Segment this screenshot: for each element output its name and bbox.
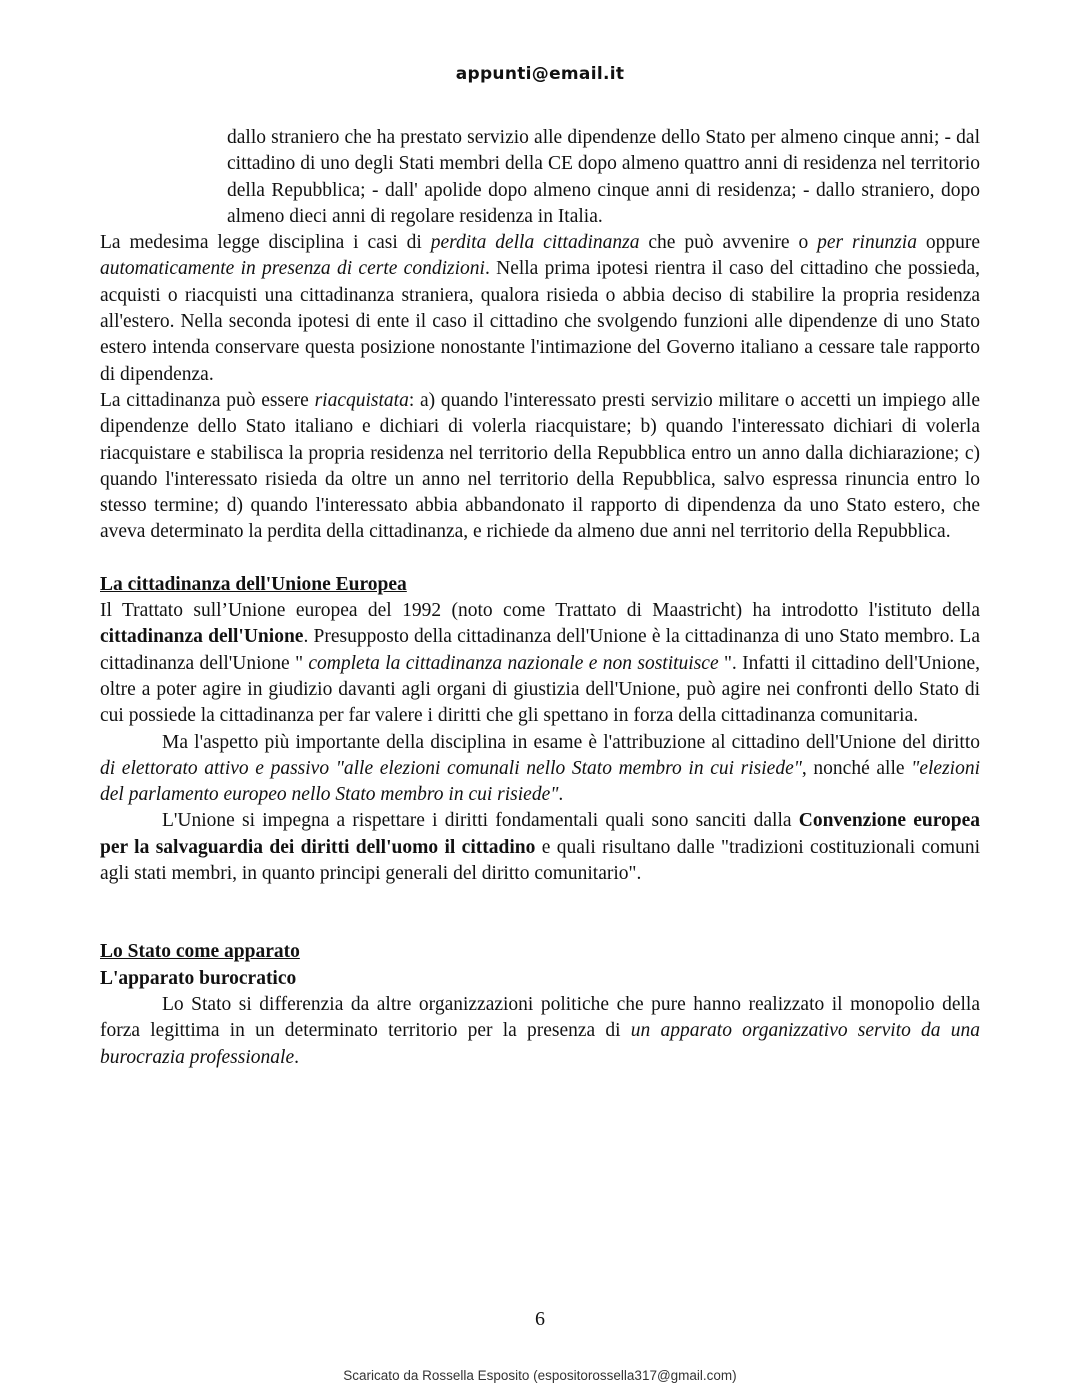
bold-run: Convenzione europea per la salvaguardia dei diritti dell'uomo il cittadino <box>100 810 980 858</box>
italic-run: di elettorato attivo e passivo "alle elezioni comunali nello Stato membro in cui risiede" <box>100 757 802 779</box>
riacquisto-paragraph <box>100 388 980 546</box>
spacer <box>100 546 980 572</box>
text-run: : a) quando l'interessato presti servizio militare o accetti un impiego alle dipendenze dello Stato italiano e dichiari di volerla riacquistare; b) quando l'interessato dichiari di volerla riacquistare e stabilisca la propria residenza nel territorio della Repubblica entro un anno dalla dichiarazione; c) quando l'interessato risieda da oltre un anno nel territorio della Repubblica, salvo espressa rinuncia entro lo stesso termine; d) quando l'interessato abbia abbandonato il rapporto di dipendenza da uno Stato estero, che aveva determinato la perdita della cittadinanza, e richiede da almeno due anni nel territorio della Repubblica. <box>100 389 980 543</box>
text-run: oppure <box>916 232 980 254</box>
text-run: e quali risultano dalle "tradizioni costituzionali comuni agli stati membri, in quanto principi generali del diritto comunitario". <box>100 836 980 885</box>
italic-run: un apparato organizzativo servito da una burocrazia professionale <box>100 1020 980 1068</box>
perdita-paragraph <box>100 230 980 388</box>
subsection-heading-burocratico: L'apparato burocratico <box>100 967 297 989</box>
spacer <box>100 887 980 939</box>
ue-paragraph-1 <box>100 598 980 729</box>
text-run: Il Trattato sull’Unione europea del 1992 (noto come Trattato di Maastricht) ha introdotto l'istituto della <box>100 600 980 622</box>
italic-run: per rinunzia <box>817 232 917 254</box>
italic-run: perdita della cittadinanza <box>430 232 640 254</box>
italic-run: "elezioni del parlamento europeo nello Stato membro in cui risiede" <box>100 757 980 806</box>
text-run: . <box>294 1046 299 1068</box>
text-run: Ma l'aspetto più importante della disciplina in esame è l'attribuzione al cittadino dell'Unione del diritto <box>162 731 980 753</box>
header-email: appunti@email.it <box>455 64 625 84</box>
section-heading-ue: La cittadinanza dell'Unione Europea <box>100 573 407 595</box>
intro-indented-paragraph: dallo straniero che ha prestato servizio alle dipendenze dello Stato per almeno cinque anni; - dal cittadino di uno degli Stati membri della CE dopo almeno quattro anni di residenza nel territorio della Repubblica; - dall' apolide dopo almeno cinque anni di residenza; - dallo straniero, dopo almeno dieci anni di regolare residenza in Italia. <box>227 127 980 227</box>
text-run: . <box>558 784 564 806</box>
page-number: 6 <box>535 1308 545 1330</box>
document-body <box>100 125 980 1071</box>
italic-run: completa la cittadinanza nazionale e non sostituisce <box>308 652 719 674</box>
download-footer: Scaricato da Rossella Esposito (espositorossella317@gmail.com) <box>343 1368 737 1383</box>
text-run: . Presupposto della cittadinanza dell'Unione è la cittadinanza di uno Stato membro. La cittadinanza dell'Unione " <box>100 626 980 674</box>
text-run: ". Infatti il cittadino dell'Unione, oltre a poter agire in giudizio davanti agli organi di giustizia dell'Unione, può agire nei confronti dello Stato di cui possiede la cittadinanza per far valere i diritti che gli spettano in forza della cittadinanza comunitaria. <box>100 652 980 727</box>
text-run: , nonché alle <box>801 757 912 779</box>
ue-paragraph-3 <box>100 808 980 887</box>
section-heading-stato: Lo Stato come apparato <box>100 941 300 963</box>
text-run: Lo Stato si differenzia da altre organizzazioni politiche che pure hanno realizzato il monopolio della forza legittima in un determinato territorio per la presenza di <box>100 993 980 1042</box>
text-run: La cittadinanza può essere <box>100 389 315 411</box>
bold-run: cittadinanza dell'Unione <box>100 626 304 648</box>
text-run: che può avvenire o <box>639 232 818 254</box>
burocratico-paragraph <box>100 992 980 1071</box>
text-run: . Nella prima ipotesi rientra il caso del cittadino che possieda, acquisti o riacquisti una cittadinanza straniera, qualora risieda o abbia deciso di stabilire la propria residenza all'estero. Nella seconda ipotesi di ente il caso il cittadino che svolgendo funzioni alle dipendenze di uno Stato estero intenda conservare questa posizione nonostante l'intimazione del Governo italiano a cessare tale rapporto di dipendenza. <box>100 258 980 385</box>
text-run: La medesima legge disciplina i casi di <box>100 232 431 254</box>
italic-run: automaticamente in presenza di certe condizioni <box>100 258 485 280</box>
italic-run: riacquistata <box>314 389 409 411</box>
ue-paragraph-2 <box>100 730 980 809</box>
text-run: L'Unione si impegna a rispettare i diritti fondamentali quali sono sanciti dalla <box>162 810 799 832</box>
